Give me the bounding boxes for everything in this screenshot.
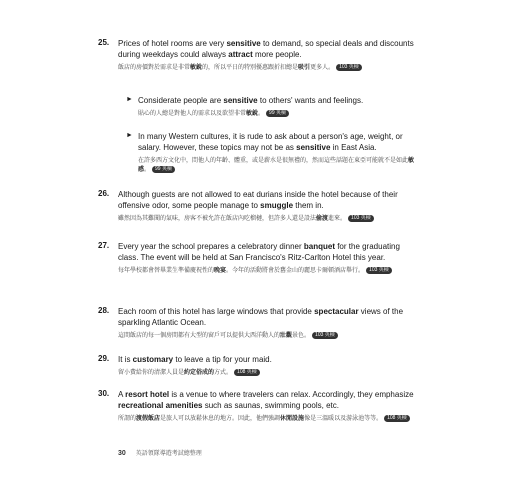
entry-number: 28. xyxy=(98,306,110,315)
entry-28 xyxy=(98,306,418,341)
keyword: sensitive xyxy=(296,143,331,152)
chinese-translation: 貼心的人總是對他人的需求以及欲望非常敏銳。 99 英檢 xyxy=(138,110,423,119)
page-footer xyxy=(118,448,202,457)
entry-30 xyxy=(98,389,418,424)
keyword: 渡假飯店 xyxy=(136,416,161,423)
keyword: 敏感 xyxy=(138,158,415,174)
book-title: 英語領隊導遊考試總整理 xyxy=(135,451,202,457)
keyword: banquet xyxy=(303,242,335,251)
english-sentence: Although guests are not allowed to eat durians inside the hotel because of their offensive odor, some people manage to smuggle them in. xyxy=(118,190,398,210)
entry-number: 30. xyxy=(98,389,110,398)
exam-badge: 108 英檢 xyxy=(234,369,260,376)
english-sentence: A resort hotel is a venue to where travelers can relax. Accordingly, they emphasize recreational amenities such as saunas, swimming pools, etc. xyxy=(118,390,414,410)
english-sentence: Considerate people are sensitive to others' wants and feelings. xyxy=(138,96,364,105)
exam-badge: 103 英檢 xyxy=(312,332,338,339)
keyword: 約定俗成的 xyxy=(184,370,215,377)
chinese-translation: 在許多西方文化中，問他人的年齡、體重，或是薪水是很無禮的，然而這些話題在東亞可能就不是如此敏感。 99 英檢 xyxy=(138,158,415,174)
entry-number: 26. xyxy=(98,189,110,198)
keyword: 敏銳 xyxy=(190,65,203,72)
keyword: smuggle xyxy=(260,201,294,210)
exam-badge: 108 英檢 xyxy=(384,415,410,422)
keyword: sensitive xyxy=(223,96,258,105)
entry-number: 25. xyxy=(98,38,110,47)
entry-number: 29. xyxy=(98,354,110,363)
entry-26 xyxy=(98,189,418,224)
keyword: 壯觀 xyxy=(280,333,293,340)
exam-badge: 99 英檢 xyxy=(152,166,175,173)
english-sentence: In many Western cultures, it is rude to ask about a person's age, weight, or salary. However, these topics may not be as sensitive in East Asia. xyxy=(138,132,403,152)
exam-badge: 103 英檢 xyxy=(348,215,374,222)
arrow-bullet-icon: ► xyxy=(126,96,133,103)
exam-badge: 103 英檢 xyxy=(366,267,392,274)
keyword: sensitive xyxy=(226,39,261,48)
chinese-translation: 留小費給你的清潔人員是約定俗成的方式。 108 英檢 xyxy=(118,369,418,378)
arrow-bullet-icon: ► xyxy=(126,132,133,139)
example-sensitive-1 xyxy=(126,95,423,119)
entry-number: 27. xyxy=(98,241,110,250)
keyword: 晚宴 xyxy=(214,268,227,275)
exam-badge: 99 英檢 xyxy=(266,110,289,117)
keyword: spectacular xyxy=(314,307,359,316)
entry-29 xyxy=(98,354,418,378)
page-number: 30 xyxy=(118,450,126,457)
example-sensitive-2 xyxy=(126,131,423,175)
keyword: resort hotel xyxy=(125,390,170,399)
keyword: recreational amenities xyxy=(118,401,203,410)
exam-badge: 103 英檢 xyxy=(336,64,362,71)
entry-27 xyxy=(98,241,418,276)
keyword: attract xyxy=(228,50,253,59)
entry-25 xyxy=(98,38,418,73)
keyword: 敏銳 xyxy=(246,111,259,118)
chinese-translation: 所謂的渡假飯店是旅人可以放鬆休息的地方。因此，他們強調休閒設施像是三溫暖以及游泳池等等。 108 英檢 xyxy=(118,415,418,424)
english-sentence: Each room of this hotel has large windows that provide spectacular views of the sparkling Atlantic Ocean. xyxy=(118,307,404,327)
english-sentence: It is customary to leave a tip for your maid. xyxy=(118,355,272,364)
keyword: 休閒設施 xyxy=(280,416,305,423)
english-sentence: Prices of hotel rooms are very sensitive to demand, so special deals and discounts during weekdays could always attract more people. xyxy=(118,39,414,59)
english-sentence: Every year the school prepares a celebratory dinner banquet for the graduating class. The event will be held at San Francisco's Ritz-Carlton Hotel this year. xyxy=(118,242,400,262)
keyword: customary xyxy=(132,355,174,364)
keyword: 吸引 xyxy=(298,65,311,72)
chinese-translation: 雖然因為其難聞的氣味，房客不被允許在飯店內吃榴槤，但許多人還是設法偷渡進來。 103 英檢 xyxy=(118,215,418,224)
chinese-translation: 每年學校都會替畢業生準備慶祝性的晚宴。今年的活動將會於舊金山的麗思卡爾頓酒店舉行。 103 英檢 xyxy=(118,267,418,276)
keyword: 偷渡 xyxy=(316,216,329,223)
chinese-translation: 這間飯店的每一個房間都有大型的窗戶可以提供大西洋動人的壯觀景色。 103 英檢 xyxy=(118,332,418,341)
chinese-translation: 飯店的房價對於需求是非常敏銳的，所以平日的特別優惠跟折扣總是吸引更多人。 103 英檢 xyxy=(118,64,418,73)
